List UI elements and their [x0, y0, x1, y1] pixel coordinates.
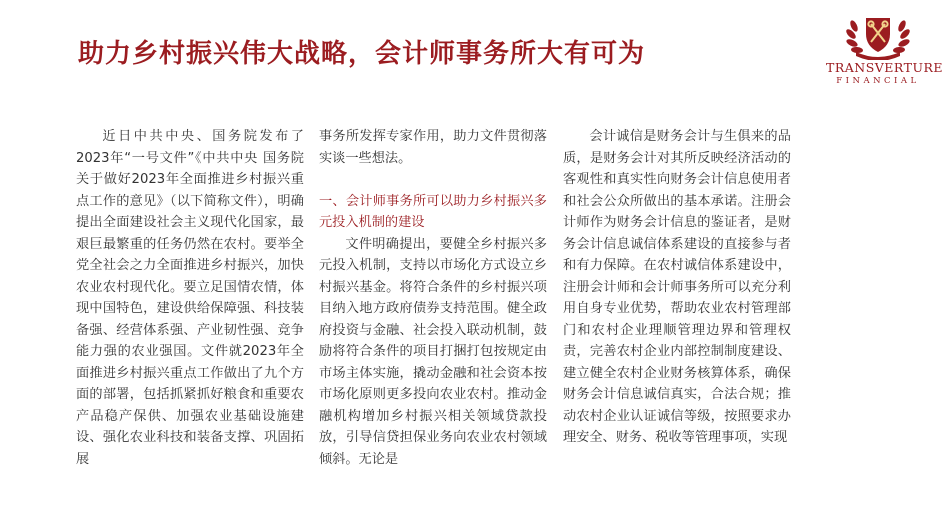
laurel-crest-icon: [842, 12, 914, 60]
logo: [826, 12, 944, 90]
paragraph: 会计诚信是财务会计与生俱来的品质，是财务会计对其所反映经济活动的客观性和真实性向财务会计信息使用者和社会公众所做出的基本承诺。注册会计师作为财务会计信息的鉴证者，是财务会计信息诚信体系建设的直接参与者和有力保障。在农村诚信体系建设中，注册会计师和会计师事务所可以充分利用自身专业优势，帮助农业农村管理部门和农村企业理顺管理边界和管理权责，完善农村企业内部控制制度建设、建立健全农村企业财务核算体系，确保财务会计信息诚信真实，合法合规；推动农村企业认证诚信等级，按照要求办理安全、财务、税收等管理事项，实现: [563, 129, 791, 445]
paragraph-continuation: 事务所发挥专家作用，助力文件贯彻落实谈一些想法。: [319, 129, 547, 166]
page-title: 助力乡村振兴伟大战略，会计师事务所大有可为: [78, 39, 646, 69]
section-heading: 一、会计师事务所可以助力乡村振兴多元投入机制的建设: [319, 193, 547, 230]
logo-brand-text: TRANSVERTURE: [826, 60, 944, 75]
article-column-2: [319, 126, 547, 470]
article-column-3: [563, 126, 791, 449]
paragraph: 近日中共中央、国务院发布了2023年“一号文件”《中共中央 国务院关于做好2023年全面推进乡村振兴重点工作的意见》（以下简称文件），明确提出全面建设社会主义现代化国家，最艰巨最繁重的任务仍然在农村。要举全党全社会之力全面推进乡村振兴，加快农业农村现代化。要立足国情农情，体现中国特色，建设供给保障强、科技装备强、经营体系强、产业韧性强、竞争能力强的农业强国。文件就2023年全面推进乡村振兴重点工作做出了九个方面的部署，包括抓紧抓好粮食和重要农产品稳产保供、加强农业基础设施建设、强化农业科技和装备支撑、巩固拓展: [76, 129, 304, 467]
article-column-1: [76, 126, 304, 470]
paragraph: 文件明确提出，要健全乡村振兴多元投入机制，支持以市场化方式设立乡村振兴基金。将符合条件的乡村振兴项目纳入地方政府债券支持范围。健全政府投资与金融、社会投入联动机制，鼓励将符合条件的项目打捆打包按规定由市场主体实施，撬动金融和社会资本按市场化原则更多投向农业农村。推动金融机构增加乡村振兴相关领域贷款投放，引导信贷担保业务向农业农村领域倾斜。无论是: [319, 236, 547, 467]
logo-sub-text: FINANCIAL: [836, 76, 920, 86]
